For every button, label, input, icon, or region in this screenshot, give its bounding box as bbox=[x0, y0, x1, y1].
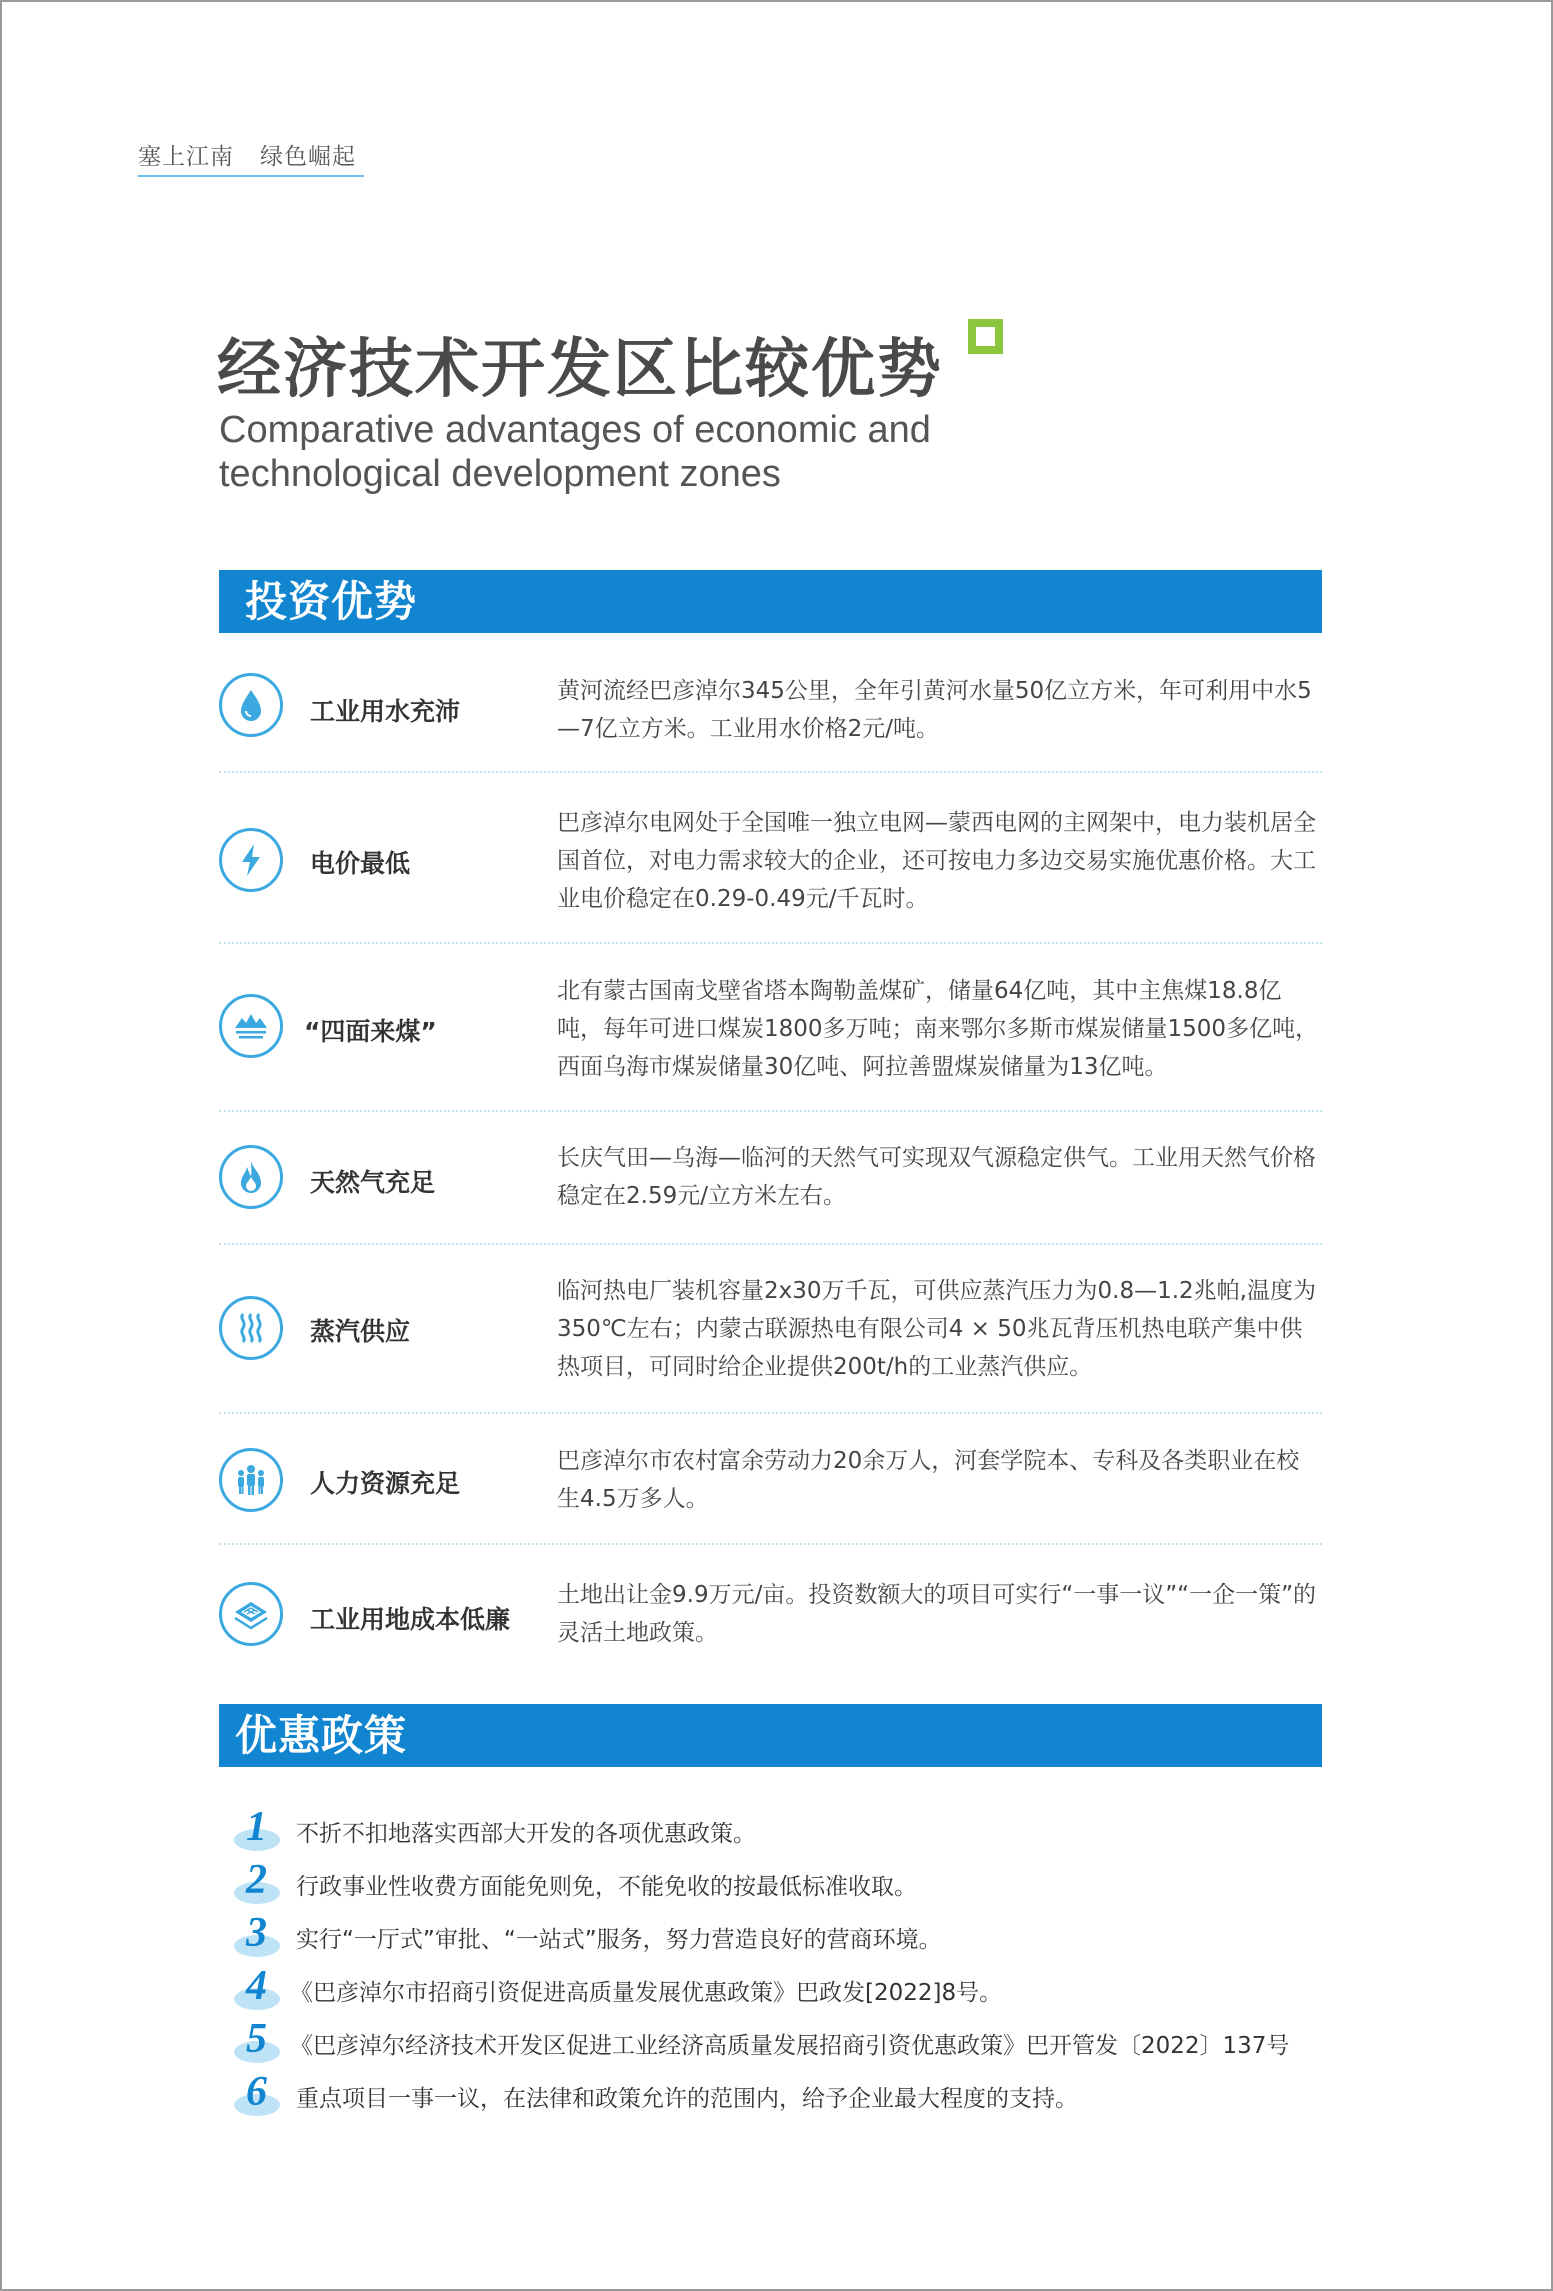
advantage-row-electricity bbox=[219, 804, 1322, 924]
policy-number-badge bbox=[232, 1910, 286, 1961]
row-divider bbox=[219, 771, 1322, 773]
advantage-desc: 土地出让金9.9万元/亩。投资数额大的项目可实行“一事一议”“一企一策”的灵活土地政策。 bbox=[557, 1582, 1316, 1646]
section-heading-policy: 优惠政策 bbox=[219, 1704, 1322, 1767]
header-underline bbox=[138, 175, 364, 177]
policy-number-badge bbox=[232, 2016, 286, 2067]
row-divider bbox=[219, 1412, 1322, 1414]
policy-number: 6 bbox=[246, 2069, 267, 2115]
policy-number-badge bbox=[232, 1804, 286, 1855]
policy-item bbox=[232, 2069, 1332, 2120]
land-layers-icon bbox=[219, 1582, 283, 1646]
policy-item bbox=[232, 1910, 1332, 1961]
policy-number: 5 bbox=[246, 2016, 267, 2062]
water-drop-icon bbox=[219, 673, 283, 737]
policy-number-badge bbox=[232, 1963, 286, 2014]
page-title: 经济技术开发区比较优势 bbox=[217, 333, 943, 407]
advantage-row-gas bbox=[219, 1139, 1322, 1225]
people-icon bbox=[219, 1448, 283, 1512]
advantage-row-coal bbox=[219, 972, 1322, 1092]
policy-number: 1 bbox=[246, 1804, 267, 1850]
policy-item bbox=[232, 1857, 1332, 1908]
row-divider bbox=[219, 1543, 1322, 1545]
advantage-label: 工业用地成本低廉 bbox=[310, 1605, 511, 1634]
flame-icon bbox=[219, 1145, 283, 1209]
row-divider bbox=[219, 942, 1322, 944]
lightning-icon bbox=[219, 828, 283, 892]
section-heading-investment: 投资优势 bbox=[219, 570, 1322, 633]
running-header bbox=[138, 138, 356, 171]
policy-text: 《巴彦淖尔市招商引资促进高质量发展优惠政策》巴政发[2022]8号。 bbox=[290, 1980, 1003, 2006]
row-divider bbox=[219, 1110, 1322, 1112]
row-divider bbox=[219, 1243, 1322, 1245]
coal-mountain-icon bbox=[219, 994, 283, 1058]
advantage-row-steam bbox=[219, 1272, 1322, 1392]
policy-item bbox=[232, 1804, 1332, 1855]
policy-text: 《巴彦淖尔经济技术开发区促进工业经济高质量发展招商引资优惠政策》巴开管发〔2022〕137号 bbox=[290, 2033, 1290, 2059]
advantage-row-labour bbox=[219, 1442, 1322, 1528]
advantage-desc: 临河热电厂装机容量2x30万千瓦，可供应蒸汽压力为0.8—1.2兆帕,温度为350℃左右；内蒙古联源热电有限公司4 × 50兆瓦背压机热电联产集中供热项目，可同时给企业提供200t/h的工业蒸汽供应。 bbox=[557, 1278, 1316, 1380]
title-square-icon bbox=[968, 319, 1003, 354]
advantage-desc: 黄河流经巴彦淖尔345公里，全年引黄河水量50亿立方米，年可利用中水5—7亿立方米。工业用水价格2元/吨。 bbox=[557, 678, 1312, 742]
header-left-text: 塞上江南 bbox=[138, 144, 234, 170]
policy-text: 不折不扣地落实西部大开发的各项优惠政策。 bbox=[296, 1821, 756, 1847]
policy-text: 实行“一厅式”审批、“一站式”服务，努力营造良好的营商环境。 bbox=[296, 1927, 942, 1953]
policy-item bbox=[232, 2016, 1332, 2067]
policy-number-badge bbox=[232, 2069, 286, 2120]
advantage-row-land bbox=[219, 1576, 1322, 1662]
advantage-label: 工业用水充沛 bbox=[310, 697, 461, 726]
advantage-row-water bbox=[219, 672, 1322, 758]
subtitle-line-1: Comparative advantages of economic and bbox=[219, 409, 931, 451]
policy-text: 行政事业性收费方面能免则免，不能免收的按最低标准收取。 bbox=[296, 1874, 917, 1900]
advantage-label: 天然气充足 bbox=[310, 1168, 436, 1197]
advantage-desc: 长庆气田—乌海—临河的天然气可实现双气源稳定供气。工业用天然气价格稳定在2.59元/立方米左右。 bbox=[557, 1145, 1316, 1209]
steam-icon bbox=[219, 1296, 283, 1360]
advantage-label: 蒸汽供应 bbox=[310, 1317, 411, 1346]
policy-number: 4 bbox=[246, 1963, 267, 2009]
advantage-label: 电价最低 bbox=[310, 849, 411, 878]
page-subtitle bbox=[219, 408, 1119, 496]
advantage-desc: 巴彦淖尔市农村富余劳动力20余万人，河套学院本、专科及各类职业在校生4.5万多人。 bbox=[557, 1448, 1300, 1512]
subtitle-line-2: technological development zones bbox=[219, 453, 781, 495]
advantage-label: 人力资源充足 bbox=[310, 1469, 461, 1498]
advantage-desc: 北有蒙古国南戈壁省塔本陶勒盖煤矿，储量64亿吨，其中主焦煤18.8亿吨，每年可进口煤炭1800多万吨；南来鄂尔多斯市煤炭储量1500多亿吨，西面乌海市煤炭储量30亿吨、阿拉善盟煤炭储量为13亿吨。 bbox=[557, 978, 1319, 1080]
policy-number: 2 bbox=[246, 1857, 267, 1903]
policy-number-badge bbox=[232, 1857, 286, 1908]
advantage-label: “四面来煤” bbox=[304, 1017, 437, 1046]
policy-number: 3 bbox=[246, 1910, 267, 1956]
policy-item bbox=[232, 1963, 1332, 2014]
policy-text: 重点项目一事一议，在法律和政策允许的范围内，给予企业最大程度的支持。 bbox=[296, 2086, 1078, 2112]
header-right-text: 绿色崛起 bbox=[260, 144, 356, 170]
advantage-desc: 巴彦淖尔电网处于全国唯一独立电网—蒙西电网的主网架中，电力装机居全国首位，对电力需求较大的企业，还可按电力多边交易实施优惠价格。大工业电价稳定在0.29-0.49元/千瓦时。 bbox=[557, 810, 1316, 912]
